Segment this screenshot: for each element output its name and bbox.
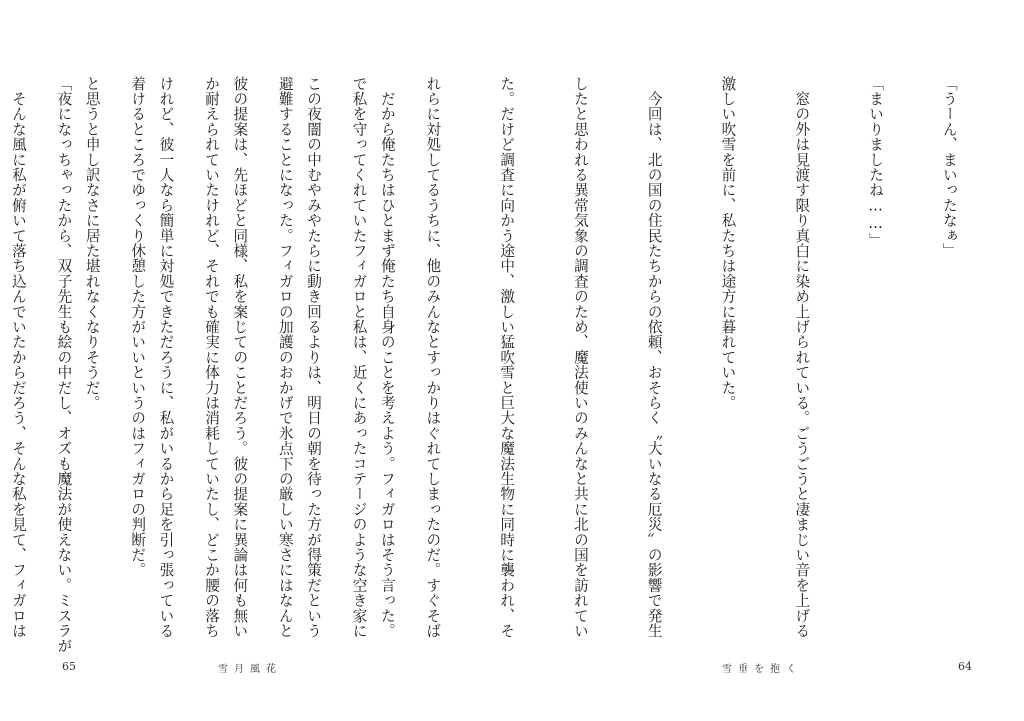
right-line-4: 激しい吹雪を前に、私たちは途方に暮れていた。: [719, 76, 737, 411]
left-line-6: そんな風に私が俯いて落ち込んでいたからだろう、そんな私を見て、フィガロは: [9, 76, 27, 639]
right-line-7: た。だけど調査に向かう途中、激しい猛吹雪と巨大な魔法生物に同時に襲われ、そ: [498, 76, 516, 639]
right-line-5: 今回は、北の国の住民たちからの依頼、おそらく〝大いなる厄災〟の影響で発生: [645, 76, 663, 639]
right-line-12: 着けるところでゆっくり休憩した方がいいというのはフィガロの判断だ。: [129, 76, 147, 578]
left-page-number: 65: [62, 660, 76, 673]
left-line-5: と思うと申し訳なさに居た堪れなくなりそうだ。: [83, 76, 101, 411]
right-line-14: [0, 76, 2, 624]
right-line-3: 窓の外は見渡す限り真白に染め上げられている。ごうごうと凄まじい音を上げる: [793, 76, 811, 639]
right-line-1: 「うーん、まいったなぁ」: [940, 76, 958, 259]
left-line-1: だから俺たちはひとまず俺たち自身のことを考えよう。フィガロはそう言った。: [378, 76, 396, 639]
right-line-9: で私を守ってくれていたフィガロと私は、近くにあったコテージのような空き家に: [350, 76, 368, 639]
left-running-title: 雪月風花: [218, 664, 282, 675]
right-line-11: か耐えられていたけれど、それでも確実に体力は消耗していたし、どこか腰の落ち: [203, 76, 220, 639]
right-line-8: れらに対処してるうちに、他のみんなとすっかりはぐれてしまったのだ。すぐそば: [424, 76, 442, 639]
right-line-10: 避難することになった。フィガロの加護のおかげで氷点下の厳しい寒さにはなんと: [276, 76, 294, 639]
right-running-title: 雪垂を抱く: [722, 664, 802, 675]
right-line-13: 「夜になっちゃったから、双子先生も絵の中だし、オズも魔法が使えない。ミスラが: [55, 76, 73, 654]
right-line-2: 「まいりましたね……」: [867, 76, 885, 248]
left-line-4: けれど、彼一人なら簡単に対処できただろうに、私がいるから足を引っ張っている: [157, 76, 175, 639]
left-line-3: 彼の提案は、先ほどと同様、私を案じてのことだろう。彼の提案に異論は何も無い: [231, 76, 249, 639]
right-line-6: したと思われる異常気象の調査のため、魔法使いのみんなと共に北の国を訪れてい: [571, 76, 589, 639]
right-page-number: 64: [958, 660, 972, 673]
left-line-2: この夜闇の中むやみやたらに動き回るよりは、明日の朝を待った方が得策だという: [305, 76, 323, 639]
